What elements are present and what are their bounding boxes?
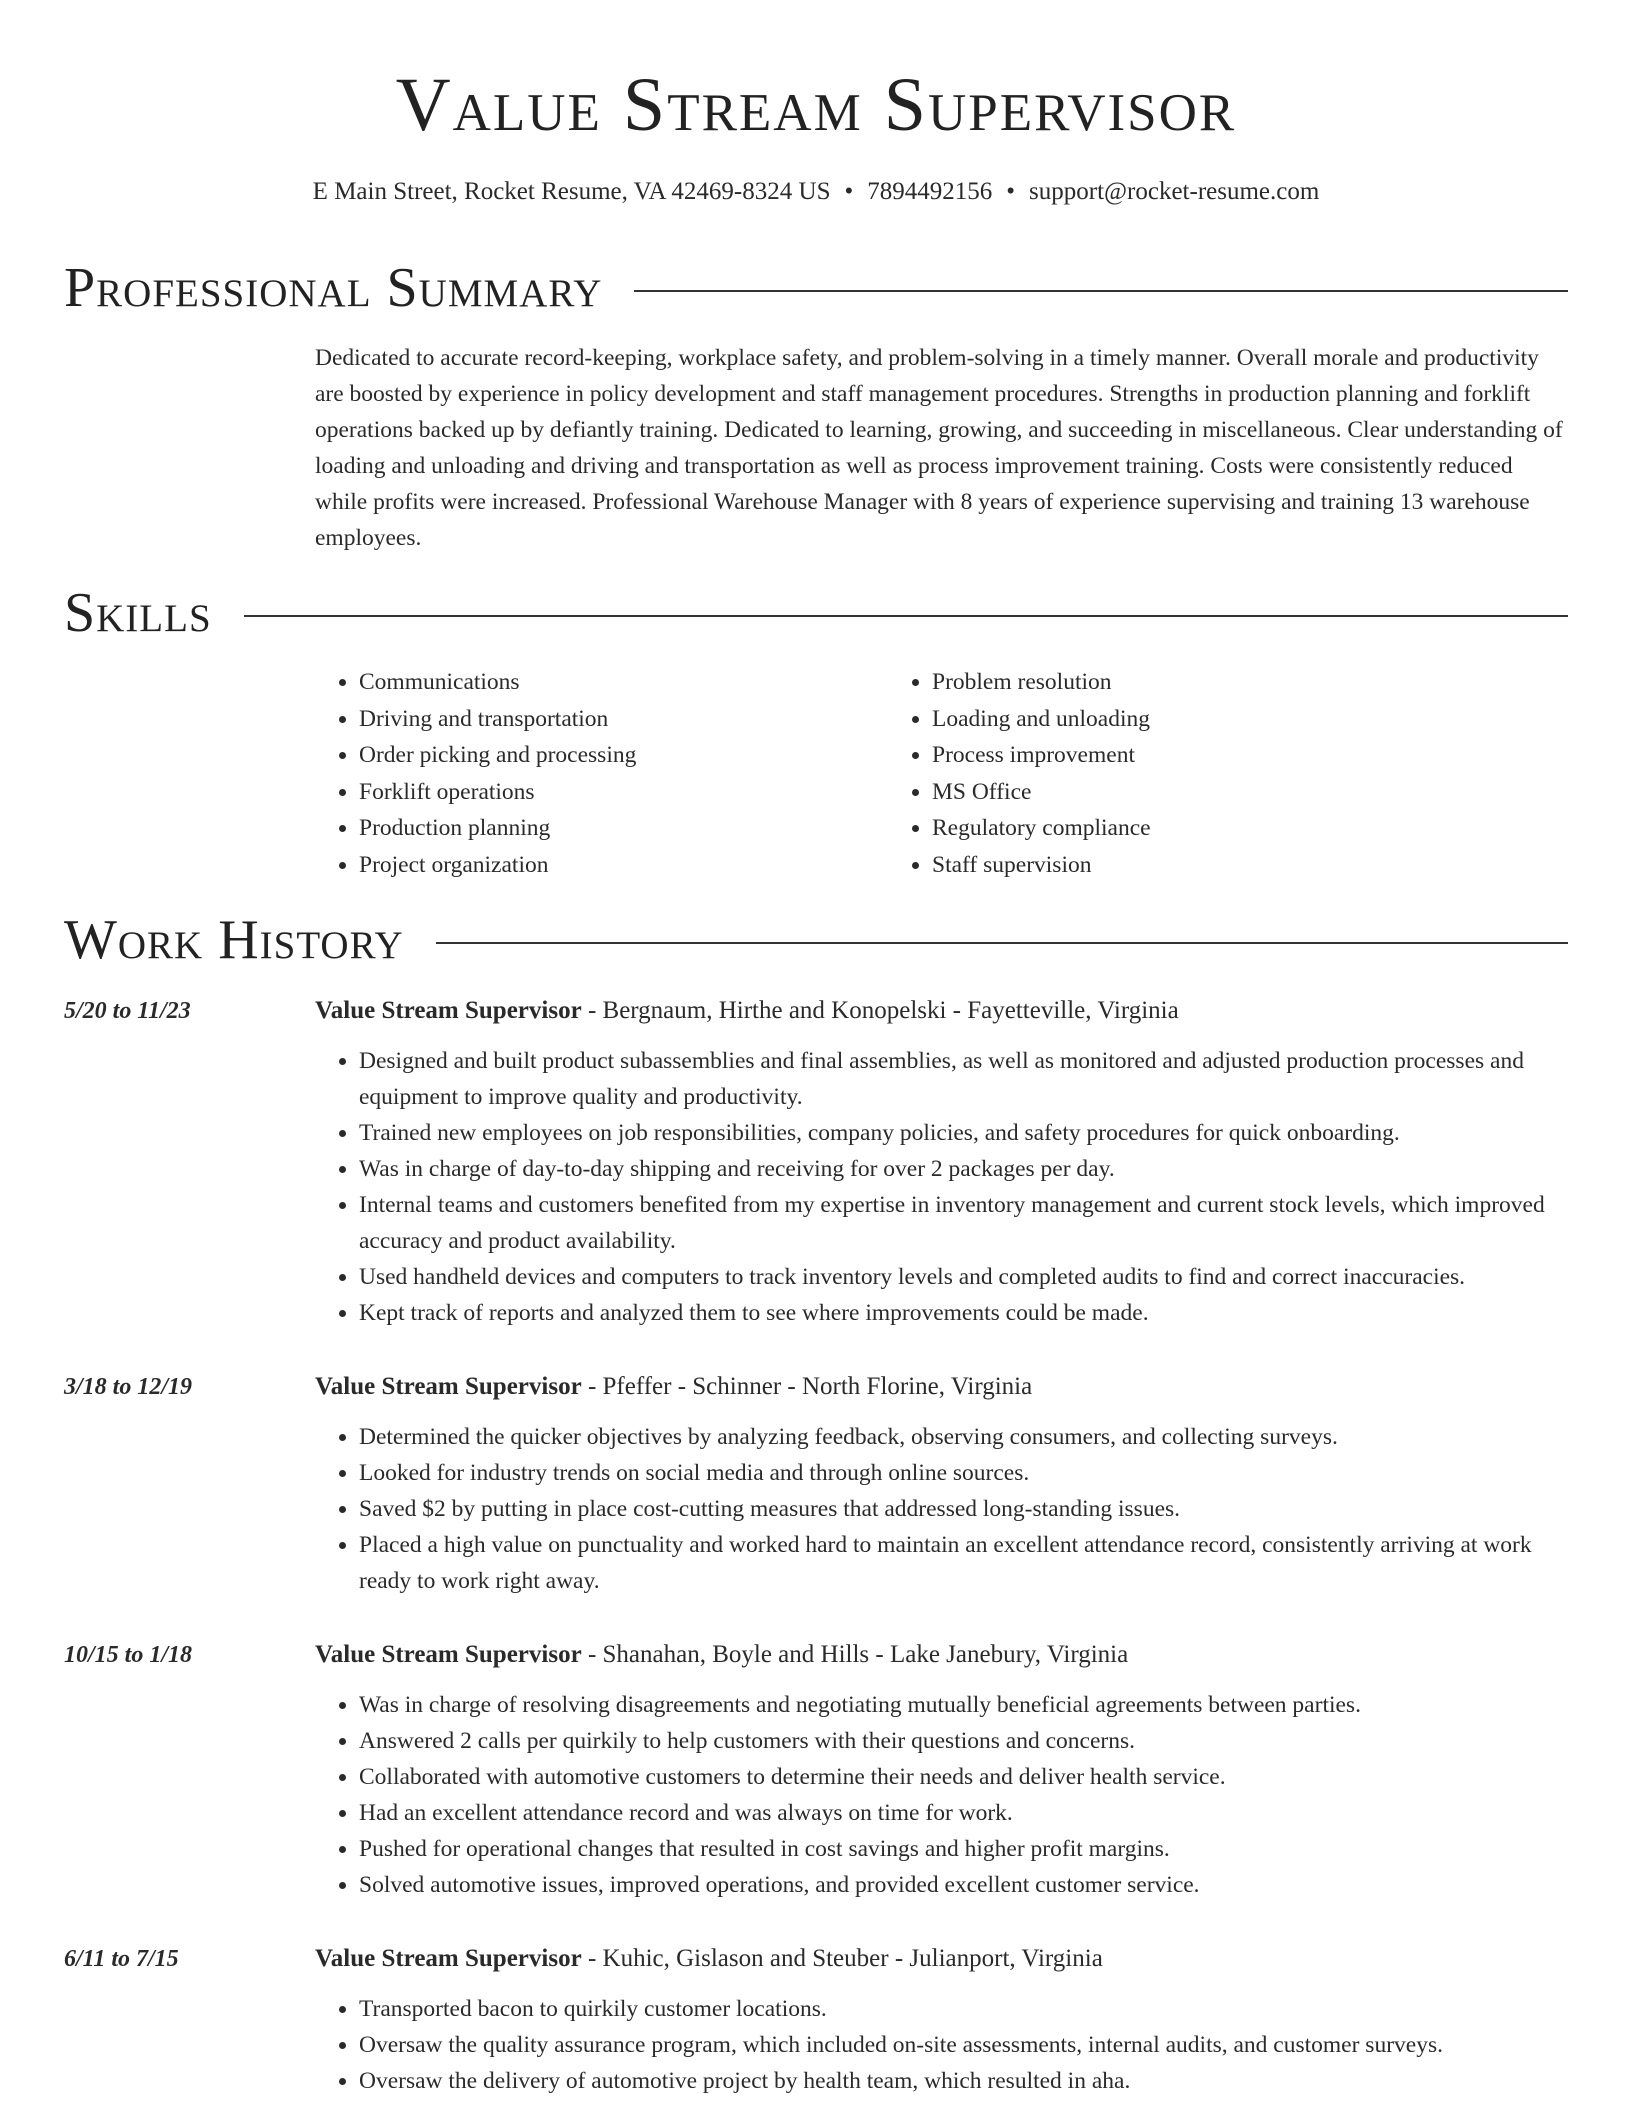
job-role: Value Stream Supervisor	[315, 1945, 582, 1972]
skill-item: • MS Office	[932, 774, 1461, 811]
skill-item: • Problem resolution	[932, 664, 1461, 701]
summary-text: Dedicated to accurate record-keeping, workplace safety, and problem-solving in a timely manner. Overall morale and productivity are boosted by experience in policy development and staff management procedures. Strengths in production planning and forklift operations backed up by defiantly training. Dedicated to learning, growing, and succeeding in miscellaneous. Clear understanding of loading and unloading and driving and transportation as well as process improvement training. Costs were consistently reduced while profits were increased. Professional Warehouse Manager with 8 years of experience supervising and training 13 warehouse employees.	[315, 345, 1563, 551]
skills-column-right	[888, 664, 1461, 883]
skills-section-heading	[64, 581, 1568, 645]
summary-title: Professional Summary	[64, 257, 603, 319]
job-bullet: • Was in charge of day-to-day shipping and receiving for over 2 packages per day.	[359, 1151, 1568, 1187]
skill-item: • Production planning	[359, 810, 888, 847]
job-role: Value Stream Supervisor	[315, 1641, 582, 1668]
skills-list	[315, 664, 1568, 883]
job-bullet: • Designed and built product subassemblies and final assemblies, as well as monitored and adjusted production processes and equipment to improve quality and productivity.	[359, 1043, 1568, 1115]
resume-name: Value Stream Supervisor	[395, 63, 1237, 147]
skill-item: • Forklift operations	[359, 774, 888, 811]
job-bullets	[315, 1687, 1568, 1903]
contact-address: E Main Street, Rocket Resume, VA 42469-8324 US	[312, 178, 831, 205]
section-divider	[244, 615, 1568, 617]
job-bullet: • Answered 2 calls per quirkily to help customers with their questions and concerns.	[359, 1723, 1568, 1759]
job-heading	[315, 1637, 1128, 1673]
job-bullet: • Placed a high value on punctuality and worked hard to maintain an excellent attendance record, consistently arriving at work ready to work right away.	[359, 1527, 1568, 1599]
job-heading	[315, 993, 1179, 1029]
job-bullet: • Collaborated with automotive customers to determine their needs and deliver health service.	[359, 1759, 1568, 1795]
job-bullet: • Internal teams and customers benefited from my expertise in inventory management and current stock levels, which improved accuracy and product availability.	[359, 1187, 1568, 1259]
job-role: Value Stream Supervisor	[315, 997, 582, 1024]
contact-line	[0, 176, 1632, 208]
job-details: - Shanahan, Boyle and Hills - Lake Janebury, Virginia	[581, 1641, 1129, 1668]
job-role: Value Stream Supervisor	[315, 1373, 582, 1400]
skill-item: • Project organization	[359, 847, 888, 884]
skill-item: • Regulatory compliance	[932, 810, 1461, 847]
job-bullet: • Saved $2 by putting in place cost-cutting measures that addressed long-standing issues.	[359, 1491, 1568, 1527]
work-title: Work History	[64, 909, 404, 971]
job-bullet: • Solved automotive issues, improved operations, and provided excellent customer service.	[359, 1867, 1568, 1903]
job-bullet: • Had an excellent attendance record and was always on time for work.	[359, 1795, 1568, 1831]
summary-section-heading	[64, 256, 1568, 320]
contact-separator: •	[1006, 178, 1016, 205]
skill-item: • Staff supervision	[932, 847, 1461, 884]
contact-separator: •	[844, 178, 854, 205]
job-bullet: • Determined the quicker objectives by analyzing feedback, observing consumers, and collecting surveys.	[359, 1419, 1568, 1455]
job-dates: 5/20 to 11/23	[64, 998, 191, 1024]
job-bullet: • Used handheld devices and computers to track inventory levels and completed audits to find and correct inaccuracies.	[359, 1259, 1568, 1295]
job-bullets	[315, 1419, 1568, 1599]
job-bullet: • Looked for industry trends on social media and through online sources.	[359, 1455, 1568, 1491]
job-heading	[315, 1369, 1032, 1405]
job-details: - Bergnaum, Hirthe and Konopelski - Fayetteville, Virginia	[581, 997, 1179, 1024]
skills-title: Skills	[64, 582, 212, 644]
job-bullet: • Pushed for operational changes that resulted in cost savings and higher profit margins.	[359, 1831, 1568, 1867]
section-divider	[436, 942, 1568, 944]
skill-item: • Communications	[359, 664, 888, 701]
job-bullet: • Was in charge of resolving disagreements and negotiating mutually beneficial agreements between parties.	[359, 1687, 1568, 1723]
job-bullets	[315, 1043, 1568, 1331]
job-heading	[315, 1941, 1103, 1977]
skill-item: • Order picking and processing	[359, 737, 888, 774]
skill-item: • Loading and unloading	[932, 701, 1461, 738]
job-details: - Pfeffer - Schinner - North Florine, Virginia	[581, 1373, 1033, 1400]
job-bullet: • Transported bacon to quirkily customer locations.	[359, 1991, 1568, 2027]
skill-item: • Driving and transportation	[359, 701, 888, 738]
contact-email: support@rocket-resume.com	[1029, 178, 1320, 205]
contact-phone: 7894492156	[867, 178, 993, 205]
job-bullet: • Trained new employees on job responsibilities, company policies, and safety procedures for quick onboarding.	[359, 1115, 1568, 1151]
job-dates: 3/18 to 12/19	[64, 1374, 193, 1400]
job-bullet: • Oversaw the delivery of automotive project by health team, which resulted in aha.	[359, 2063, 1568, 2099]
job-dates: 10/15 to 1/18	[64, 1642, 193, 1668]
job-bullets	[315, 1991, 1568, 2099]
section-divider	[634, 290, 1568, 292]
work-section-heading	[64, 908, 1568, 972]
skill-item: • Process improvement	[932, 737, 1461, 774]
skills-column-left	[315, 664, 888, 883]
job-bullet: • Oversaw the quality assurance program, which included on-site assessments, internal audits, and customer surveys.	[359, 2027, 1568, 2063]
job-bullet: • Kept track of reports and analyzed them to see where improvements could be made.	[359, 1295, 1568, 1331]
job-dates: 6/11 to 7/15	[64, 1946, 179, 1972]
job-details: - Kuhic, Gislason and Steuber - Julianport, Virginia	[581, 1945, 1103, 1972]
